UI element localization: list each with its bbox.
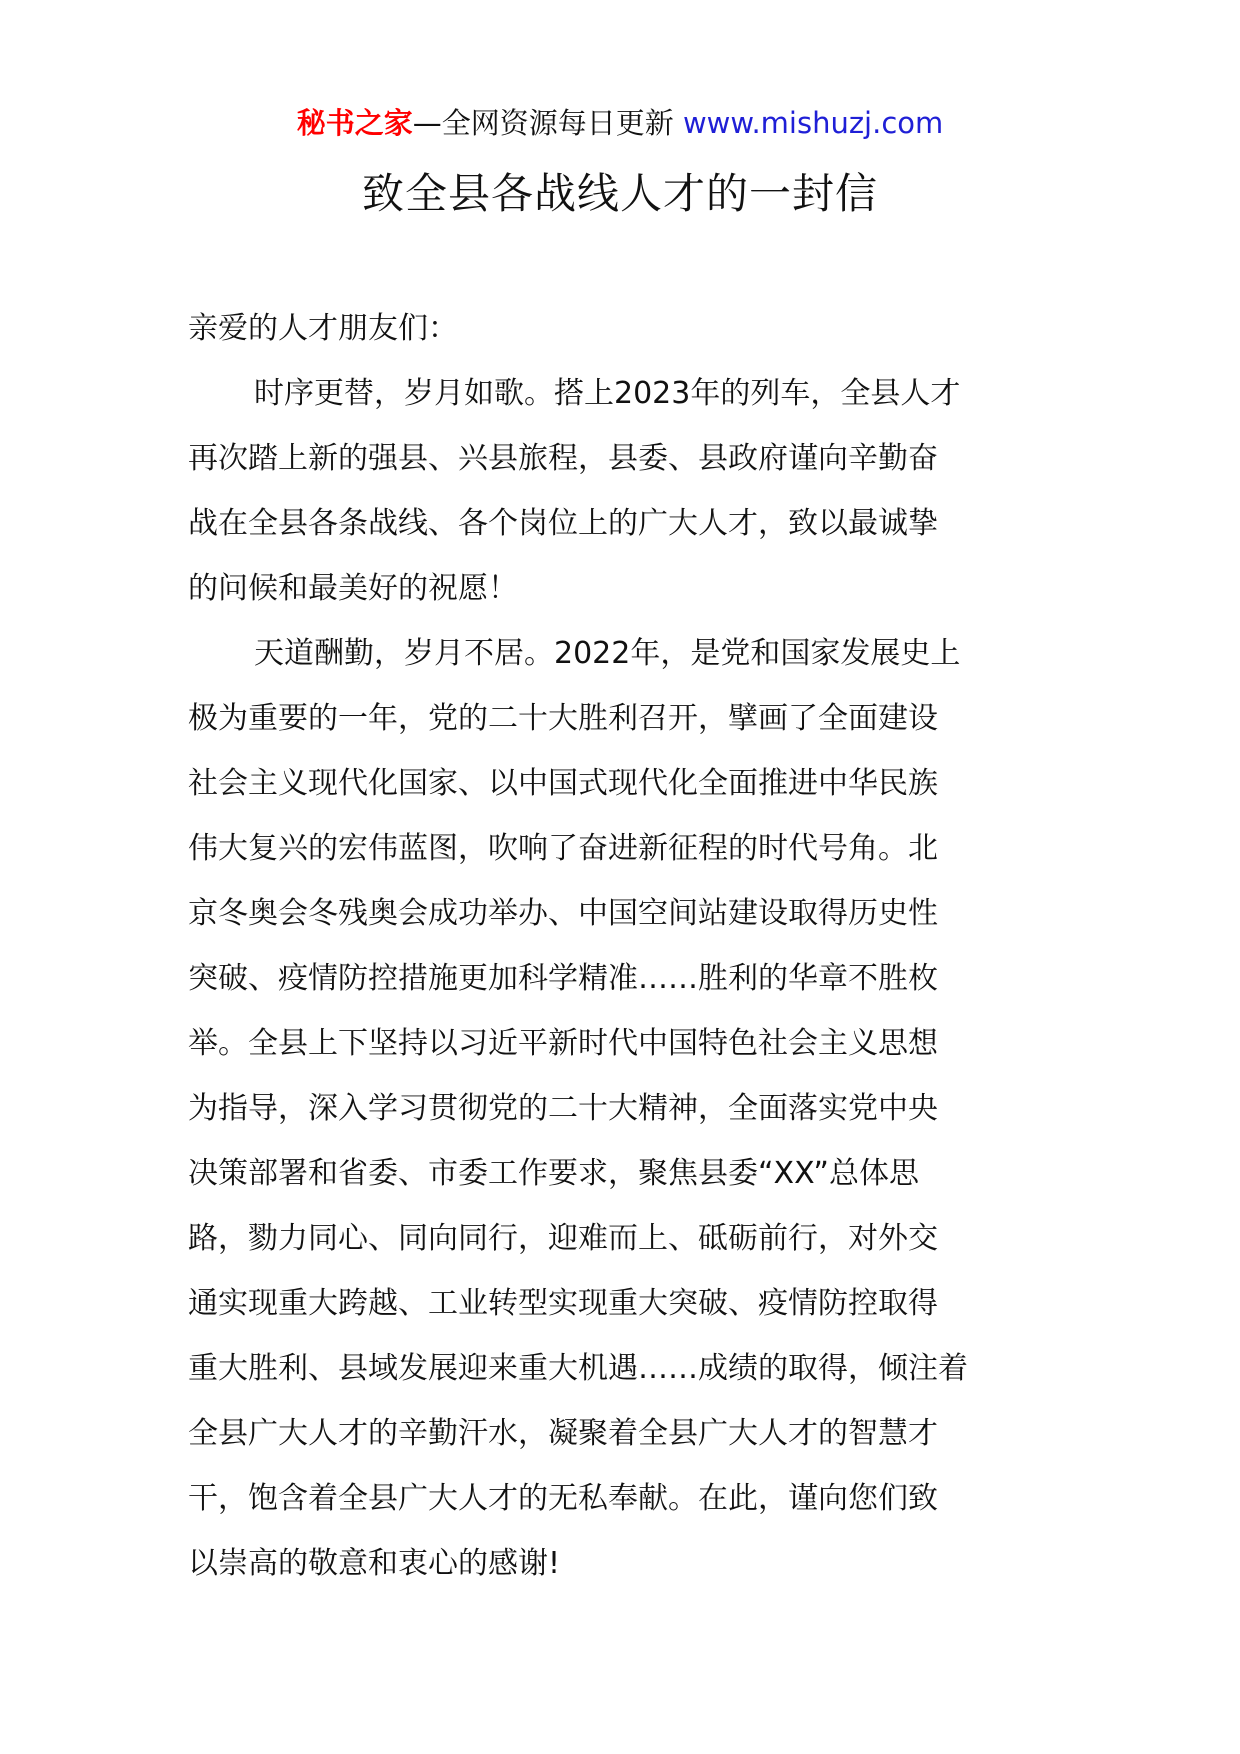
letter-body (188, 296, 1052, 1596)
paragraph-line: 的问候和最美好的祝愿！ (188, 571, 518, 606)
paragraph-line: 京冬奥会冬残奥会成功举办、中国空间站建设取得历史性 (188, 896, 938, 931)
paragraph-line: 极为重要的一年，党的二十大胜利召开，擘画了全面建设 (188, 701, 938, 736)
site-url-link[interactable]: www.mishuzj.com (682, 106, 944, 140)
paragraph-line: 时序更替，岁月如歌。搭上2023年的列车，全县人才 (254, 376, 961, 411)
paragraph-line: 路，勠力同心、同向同行，迎难而上、砥砺前行，对外交 (188, 1221, 938, 1256)
paragraph-line: 全县广大人才的辛勤汗水，凝聚着全县广大人才的智慧才 (188, 1416, 938, 1451)
paragraph-line: 通实现重大跨越、工业转型实现重大突破、疫情防控取得 (188, 1286, 938, 1321)
paragraph-line: 为指导，深入学习贯彻党的二十大精神，全面落实党中央 (188, 1091, 938, 1126)
paragraph-line: 以崇高的敬意和衷心的感谢! (188, 1546, 561, 1581)
paragraph-line: 决策部署和省委、市委工作要求，聚焦县委“XX”总体思 (188, 1156, 919, 1191)
site-tagline: —全网资源每日更新 (412, 106, 674, 140)
paragraph-line: 战在全县各条战线、各个岗位上的广大人才，致以最诚挚 (188, 506, 938, 541)
paragraph-2 (188, 621, 1052, 1596)
paragraph-line: 社会主义现代化国家、以中国式现代化全面推进中华民族 (188, 766, 938, 801)
document-title: 致全县各战线人才的一封信 (361, 169, 878, 218)
salutation: 亲爱的人才朋友们： (188, 311, 458, 346)
paragraph-line: 伟大复兴的宏伟蓝图，吹响了奋进新征程的时代号角。北 (188, 831, 938, 866)
paragraph-line: 举。全县上下坚持以习近平新时代中国特色社会主义思想 (188, 1026, 938, 1061)
paragraph-line: 干，饱含着全县广大人才的无私奉献。在此，谨向您们致 (188, 1481, 938, 1516)
paragraph-line: 重大胜利、县域发展迎来重大机遇……成绩的取得，倾注着 (188, 1351, 968, 1386)
site-header (0, 103, 1240, 143)
paragraph-line: 天道酬勤，岁月不居。2022年，是党和国家发展史上 (254, 636, 961, 671)
paragraph-line: 突破、疫情防控措施更加科学精准……胜利的华章不胜枚 (188, 961, 938, 996)
paragraph-line: 再次踏上新的强县、兴县旅程，县委、县政府谨向辛勤奋 (188, 441, 938, 476)
paragraph-1 (188, 361, 1052, 621)
site-brand: 秘书之家 (296, 106, 413, 140)
